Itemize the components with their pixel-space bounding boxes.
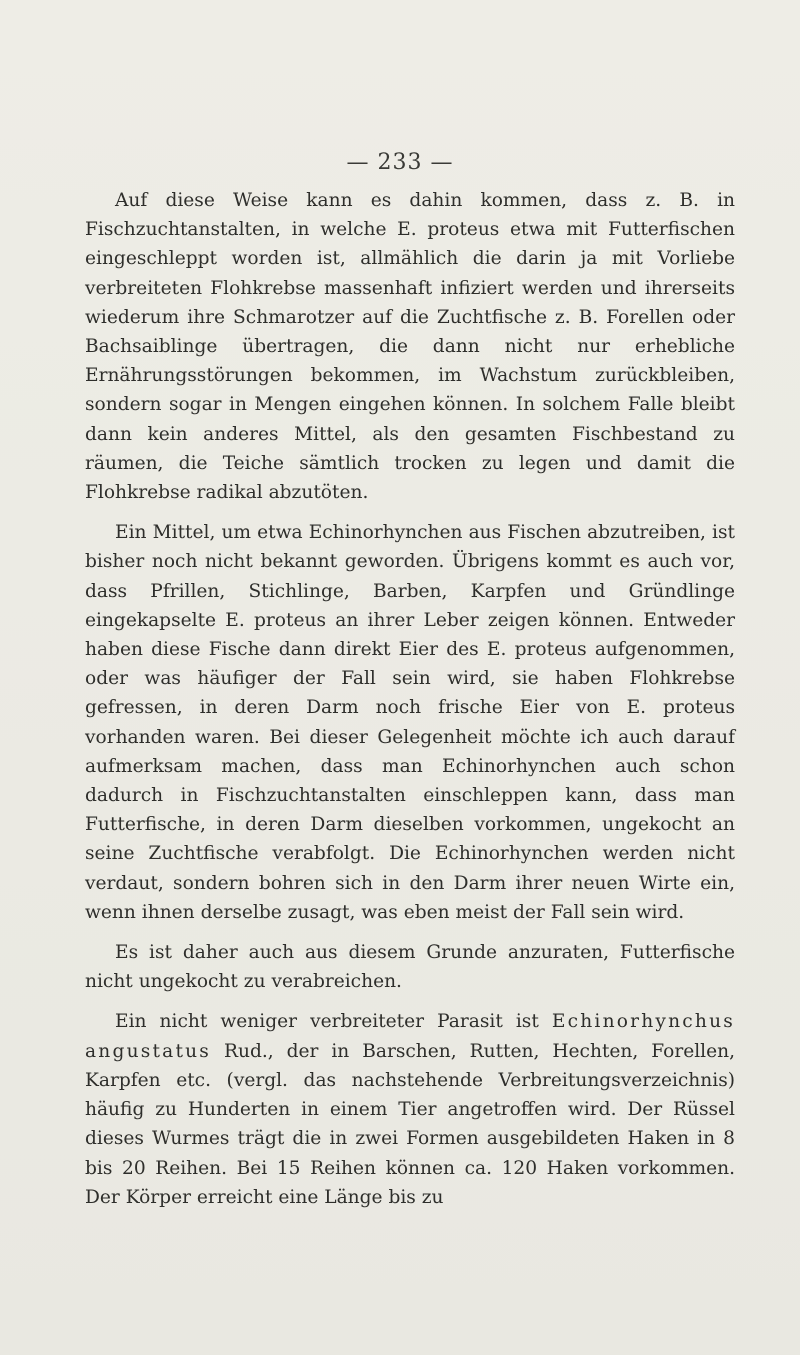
species-name: Echinorhynchus angustatus (85, 1011, 735, 1062)
paragraph-3: Es ist daher auch aus diesem Grunde anzuraten, Futterfische nicht ungekocht zu verabreichen. (85, 942, 735, 993)
page-number: — 233 — (346, 150, 454, 175)
paragraph-4-rest: Rud., der in Barschen, Rutten, Hechten, Forellen, Karpfen etc. (vergl. das nachstehende Verbreitungsverzeichnis) häufig zu Hunderten in einem Tier angetroffen wird. Der Rüssel dieses Wurmes trägt die in zwei Formen ausgebildeten Haken in 8 bis 20 Reihen. Bei 15 Reihen können ca. 120 Haken vorkommen. Der Körper erreicht eine Länge bis zu (85, 1040, 735, 1208)
body-text (85, 186, 735, 1223)
paragraph-4 (85, 1007, 735, 1211)
paragraph-4-intro: Ein nicht weniger verbreiteter Parasit ist (115, 1011, 552, 1033)
paragraph-2: Ein Mittel, um etwa Echinorhynchen aus Fischen abzutreiben, ist bisher noch nicht bekannt geworden. Übrigens kommt es auch vor, dass Pfrillen, Stichlinge, Barben, Karpfen und Gründlinge eingekapselte E. proteus an ihrer Leber zeigen können. Entweder haben diese Fische dann direkt Eier des E. proteus aufgenommen, oder was häufiger der Fall sein wird, sie haben Flohkrebse gefressen, in deren Darm noch frische Eier von E. proteus vorhanden waren. Bei dieser Gelegenheit möchte ich auch darauf aufmerksam machen, dass man Echinorhynchen auch schon dadurch in Fischzuchtanstalten einschleppen kann, dass man Futterfische, in deren Darm dieselben vorkommen, ungekocht an seine Zuchtfische verabfolgt. Die Echinorhynchen werden nicht verdaut, sondern bohren sich in den Darm ihrer neuen Wirte ein, wenn ihnen derselbe zusagt, was eben meist der Fall sein wird. (85, 522, 735, 923)
paragraph-1: Auf diese Weise kann es dahin kommen, dass z. B. in Fischzuchtanstalten, in welche E. proteus etwa mit Futterfischen eingeschleppt worden ist, allmählich die darin ja mit Vorliebe verbreiteten Flohkrebse massenhaft infiziert werden und ihrerseits wiederum ihre Schmarotzer auf die Zuchtfische z. B. Forellen oder Bachsaiblinge übertragen, die dann nicht nur erhebliche Ernährungsstörungen bekommen, im Wachstum zurückbleiben, sondern sogar in Mengen eingehen können. In solchem Falle bleibt dann kein anderes Mittel, als den gesamten Fischbestand zu räumen, die Teiche sämtlich trocken zu legen und damit die Flohkrebse radikal abzutöten. (85, 190, 735, 504)
